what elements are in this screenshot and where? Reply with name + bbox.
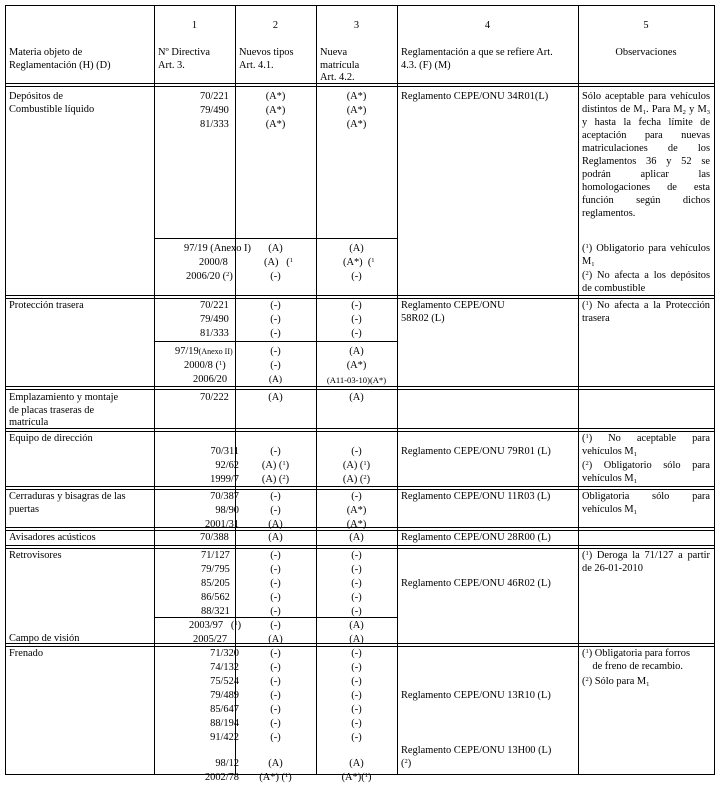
footnote-ref: ($^1$ [286,257,293,268]
footnote-ref: ($^2$) [359,474,371,485]
nuevos-tipos-list: (A*) (A*) (A*) [265,91,286,130]
header-nueva-matricula: Art. 4.2. [320,72,355,83]
reglamento-text: 58R02 (L) [401,313,445,324]
header-reglamentacion: Reglamentación a que se refiere Art. [401,47,553,58]
materia-direccion: Equipo de dirección [9,433,93,444]
table-border-right [714,5,715,775]
footnote-ref: ($^1$) [359,460,371,471]
observaciones-text: ($^1$) Obligatorio para vehículos $M_1$ [582,243,710,268]
directiva-list: 2006/20 ($^2$) [186,271,233,282]
reglamento-text: Reglamento CEPE/ONU 13R10 (L) [401,690,551,701]
directiva-value: 70/388 [200,532,229,543]
materia-proteccion: Protección trasera [9,300,84,311]
directiva-list: 70/221 79/490 81/333 [200,91,229,130]
materia-emplazamiento: de placas traseras de [9,405,95,416]
materia-emplazamiento: Emplazamiento y montaje [9,392,119,403]
nuevos-tipos-value: (A) [268,392,283,403]
materia-frenado: Frenado [9,648,44,659]
directiva-list: 70/221 79/490 81/333 [200,300,229,339]
nuevos-tipos-value: (A) [268,532,283,543]
column-number: 2 [272,20,279,31]
reglamento-text: Reglamento CEPE/ONU 11R03 (L) [401,491,551,502]
footnote-ref: ($^1$ [367,257,375,268]
materia-cerraduras: puertas [9,504,40,515]
nueva-matricula-list: (-) (-) (-) (-) (-) [351,550,362,617]
directiva-value: 2003/97 ($^1$) [189,620,242,631]
header-reglamentacion: 4.3. (F) (M) [401,60,451,71]
row-subdivider [154,341,397,342]
materia-depositos: Depósitos de [9,91,63,102]
column-number: 3 [353,20,360,31]
directiva-value: 2000/8 ($^1$) [184,360,226,371]
materia-campo-vision: Campo de visión [9,633,80,644]
materia-depositos: Combustible líquido [9,104,95,115]
nueva-matricula-list: (A) [349,243,364,254]
nueva-matricula-value: (A) [349,532,364,543]
observaciones-text: ($^1$) No aceptable para vehículos $M_1$ [582,433,710,458]
header-observaciones: Observaciones [615,47,677,58]
observaciones-text: ($^1$) Obligatoria para forros de freno de recambio. [582,648,690,672]
nueva-matricula-list: (-) (A) ($^1$) (A) ($^2$) [342,446,371,485]
header-directiva: Nº Directiva [158,47,210,58]
reglamento-text: Reglamento CEPE/ONU 28R00 (L) [401,532,551,543]
column-number: 1 [191,20,198,31]
footnote-ref: ($^1$) [361,772,372,783]
observaciones-text: ($^2$) No afecta a los depósitos de combustible [582,270,710,294]
header-nueva-matricula: Nueva [320,47,348,58]
footnote-ref: ($^1$) [230,620,242,631]
column-divider [578,5,579,775]
header-nuevos-tipos: Nuevos tipos [239,47,294,58]
nueva-matricula-list: (A) (A) [349,620,364,645]
nuevos-tipos-list: (-) (-) (-) [270,300,281,339]
directiva-value: 2006/20 [193,374,228,385]
observaciones-text: Obligatoria sólo para vehículos $M_1$ [582,491,710,516]
footnote-ref: ($^2$) [278,474,290,485]
nueva-matricula-list: (A) (A*) (A11-03-10)(A*) [326,346,387,385]
materia-avisadores: Avisadores acústicos [9,532,96,543]
footnote-ref: ($^1$) [278,460,290,471]
reglamento-text: Reglamento CEPE/ONU 46R02 (L) [401,578,551,589]
nuevos-tipos-list: (-) (-) (A) [268,346,283,385]
header-nueva-matricula: matrícula [320,60,360,71]
nueva-matricula-list: (A*) (A*) (A*) [346,91,367,130]
observaciones-text: Sólo aceptable para vehículos distintos de $M_1$. Para $M_2$ y $M_3$ y hasta la fecha límite de aceptación para nuevas matriculaciones de los Reglamentos 36 y 52 se podrán aplicar las homologaciones de esta función según dichos reglamentos. [582,91,710,219]
header-materia: Materia objeto de [9,47,83,58]
observaciones-text: ($^1$) Deroga la 71/127 a partir de 26-01-2010 [582,550,710,574]
nueva-matricula-list: (-) (-) (-) (-) (-) (-) (-) (A) (A*)($^1$) [341,648,372,783]
nuevos-tipos-value: (-) [270,271,281,282]
nuevos-tipos-list: (-) (-) (A) [268,491,283,530]
table-border-top [5,5,715,6]
directiva-list: 71/127 79/795 85/205 86/562 88/321 [201,550,230,617]
directiva-list: 97/19 (Anexo I) [184,243,251,254]
column-number: 5 [643,20,649,31]
footnote-ref: ($^1$) [281,772,292,783]
nuevos-tipos-list: (A) [268,243,283,254]
column-divider [397,5,398,775]
observaciones-text: ($^2$) Obligatorio sólo para vehículos $M_1$ [582,460,710,485]
nueva-matricula-value: (-) [351,271,362,282]
nueva-matricula-value: (A*) ($^1$ [343,257,375,268]
reglamento-text: Reglamento CEPE/ONU 13H00 (L) [401,745,552,756]
directiva-value: 97/19(Anexo II) [175,346,233,357]
footnote-ref: ($^2$) [401,758,412,769]
header-separator [5,83,715,87]
observaciones-text: ($^2$) Sólo para $M_1$ [582,676,650,688]
header-directiva: Art. 3. [158,60,185,71]
reglamento-text: Reglamento CEPE/ONU 34R01(L) [401,91,549,102]
header-materia: Reglamentación (H) (D) [9,60,111,71]
directiva-list: 71/320 74/132 75/524 79/489 85/647 88/194 91/422 98/12 2002/78 [204,648,239,783]
directiva-value: 2005/27 [193,634,228,645]
footnote-ref: ($^2$) [222,271,233,282]
observaciones-text: ($^1$) No afecta a la Protección trasera [582,300,710,324]
directiva-value: 70/222 [200,392,229,403]
directiva-list: 2000/8 [199,257,228,268]
header-nuevos-tipos: Art. 4.1. [239,60,274,71]
materia-cerraduras: Cerraduras y bisagras de las [9,491,126,502]
nueva-matricula-list: (-) (A*) (A*) [346,491,367,530]
nuevos-tipos-list: (-) (A) [268,620,283,645]
reglamento-text: Reglamento CEPE/ONU 79R01 (L) [401,446,551,457]
nuevos-tipos-list: (-) (-) (-) (-) (-) [270,550,281,617]
nuevos-tipos-list: (-) (A) ($^1$) (A) ($^2$) [261,446,290,485]
nuevos-tipos-value: (A) ($^1$ [264,257,293,268]
materia-retrovisores: Retrovisores [9,550,62,561]
nueva-matricula-list: (-) (-) (-) [351,300,362,339]
column-number: 4 [484,20,491,31]
materia-emplazamiento: matrícula [9,417,49,428]
nueva-matricula-value: (A) [349,392,364,403]
directiva-list: 70/387 98/90 2001/31 [204,491,239,530]
table-border-left [5,5,6,775]
footnote-ref: ($^1$) [215,360,226,371]
row-subdivider [154,238,397,239]
nuevos-tipos-list: (-) (-) (-) (-) (-) (-) (-) (A) (A*) ($^1$) [259,648,292,783]
column-divider [154,5,155,775]
directiva-list: 70/311 92/62 1999/7 [210,446,239,485]
reglamento-text: Reglamento CEPE/ONU [401,300,505,311]
